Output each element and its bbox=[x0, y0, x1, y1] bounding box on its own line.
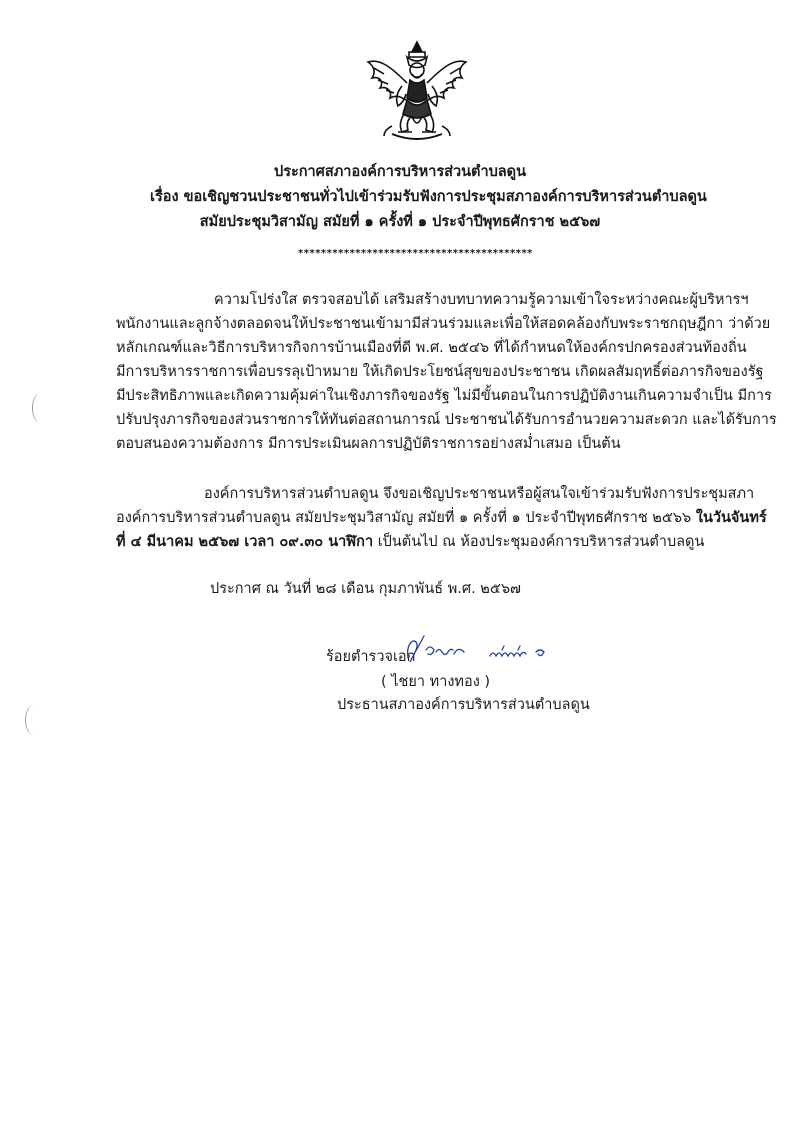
paragraph-1-line: ตอบสนองความต้องการ มีการประเมินผลการปฏิบัติราชการอย่างสม่ำเสมอ เป็นต้น bbox=[116, 436, 621, 452]
paragraph-2-text: องค์การบริหารส่วนตำบลดูน สมัยประชุมวิสามัญ สมัยที่ ๑ ครั้งที่ ๑ ประจำปีพุทธศักราช ๒๕๖๖ bbox=[116, 510, 696, 526]
session-line: สมัยประชุมวิสามัญ สมัยที่ ๑ ครั้งที่ ๑ ประจำปีพุทธศักราช ๒๕๖๗ bbox=[199, 214, 601, 230]
signatory-rank: ร้อยตำรวจเอก bbox=[326, 649, 416, 665]
announcement-subject: เรื่อง ขอเชิญชวนประชาชนทั่วไปเข้าร่วมรับฟังการประชุมสภาองค์การบริหารส่วนตำบลดูน bbox=[150, 189, 707, 205]
announcement-date: ประกาศ ณ วันที่ ๒๘ เดือน กุมภาพันธ์ พ.ศ. ๒๕๖๗ bbox=[210, 581, 521, 597]
paragraph-1-line: หลักเกณฑ์และวิธีการบริหารกิจการบ้านเมืองที่ดี พ.ศ. ๒๕๔๖ ที่ได้กำหนดให้องค์กรปกครองส่วนท้องถิ่น bbox=[116, 340, 747, 356]
signatory-position: ประธานสภาองค์การบริหารส่วนตำบลดูน bbox=[337, 697, 590, 713]
paragraph-2-line bbox=[116, 506, 767, 530]
paragraph-1 bbox=[116, 288, 777, 456]
paragraph-1-line: มีการบริหารราชการเพื่อบรรลุเป้าหมาย ให้เกิดประโยชน์สุขของประชาชน เกิดผลสัมฤทธิ์ต่อภารกิจของรัฐ bbox=[116, 364, 764, 380]
paragraph-1-line: ความโปร่งใส ตรวจสอบได้ เสริมสร้างบทบาทความรู้ความเข้าใจระหว่างคณะผู้บริหารฯ bbox=[214, 292, 749, 308]
meeting-datetime: ที่ ๔ มีนาคม ๒๕๖๗ เวลา ๐๙.๓๐ นาฬิกา bbox=[116, 534, 374, 550]
meeting-day: ในวันจันทร์ bbox=[695, 510, 767, 526]
separator-line: ***************************************** bbox=[298, 248, 533, 259]
paragraph-1-line: ปรับปรุงภารกิจของส่วนราชการให้ทันต่อสถานการณ์ ประชาชนได้รับการอำนวยความสะดวก และได้รับการ bbox=[116, 412, 777, 428]
garuda-emblem-icon bbox=[362, 38, 472, 148]
signatory-name: ( ไชยา ทางทอง ) bbox=[381, 674, 491, 690]
paragraph-2 bbox=[116, 482, 767, 554]
meeting-venue: เป็นต้นไป ณ ห้องประชุมองค์การบริหารส่วนตำบลดูน bbox=[373, 534, 705, 550]
announcement-title: ประกาศสภาองค์การบริหารส่วนตำบลดูน bbox=[273, 164, 526, 180]
paragraph-1-line: พนักงานและลูกจ้างตลอดจนให้ประชาชนเข้ามามีส่วนร่วมและเพื่อให้สอดคล้องกับพระราชกฤษฎีกา ว่าด้วย bbox=[116, 316, 771, 332]
paragraph-2-line bbox=[116, 530, 730, 554]
punch-hole-mark bbox=[32, 393, 49, 423]
paragraph-2-line: องค์การบริหารส่วนตำบลดูน จึงขอเชิญประชาชนหรือผู้สนใจเข้าร่วมรับฟังการประชุมสภา bbox=[204, 486, 755, 502]
handwritten-signature-icon bbox=[398, 628, 563, 673]
paragraph-1-line: มีประสิทธิภาพและเกิดความคุ้มค่าในเชิงภารกิจของรัฐ ไม่มีขั้นตอนในการปฏิบัติงานเกินความจำเป็น มีการ bbox=[116, 388, 772, 404]
punch-hole-mark bbox=[25, 705, 42, 735]
